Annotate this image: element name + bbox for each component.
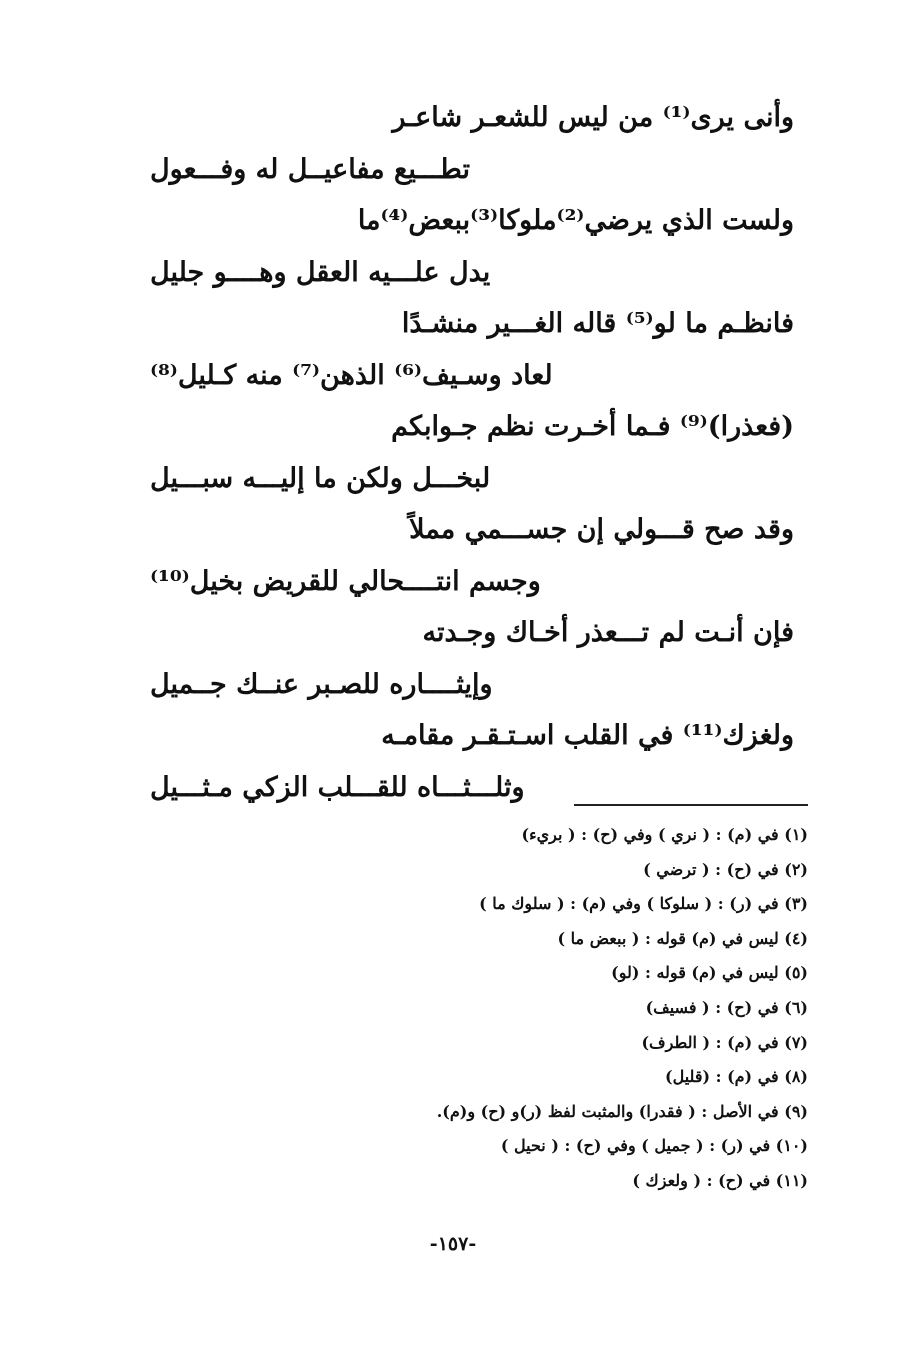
footnote: (١١) في (ح) : ( ولعزك ): [632, 1170, 808, 1190]
poem: [144, 92, 794, 813]
footnote: (٢) في (ح) : ( ترضي ): [643, 859, 808, 879]
verse-line: لبخـــل ولكن ما إليـــه سبـــيل: [150, 462, 491, 494]
footnote-divider: [574, 804, 808, 806]
verse-line: تطـــيع مفاعيــل له وفـــعول: [150, 153, 470, 185]
verse-line: لعاد وسـيف⁽⁶⁾ الذهن⁽⁷⁾ منه كـليل⁽⁸⁾: [150, 359, 553, 391]
verse-line: وجسم انتــــحالي للقريض بخيل⁽¹⁰⁾: [150, 565, 541, 597]
footnote: (٥) ليس في (م) قوله : (لو): [611, 963, 808, 983]
footnote: (١) في (م) : ( نري ) وفي (ح) : ( بريء): [521, 825, 808, 844]
verse-line: وثلـــثـــاه للقـــلب الزكي مـثـــيل: [150, 771, 525, 803]
footnote: (٩) في الأصل : ( فقدرا) والمثبت لفظ (ر)و (ح) و(م).: [436, 1101, 808, 1121]
verse-line: ولست الذي يرضي⁽²⁾ملوكا⁽³⁾ببعض⁽⁴⁾ما: [357, 205, 794, 236]
verse-line: فانظـم ما لو⁽⁵⁾ قاله الغـــير منشـدًا: [401, 308, 794, 339]
verse-line: ولغزك⁽¹¹⁾ في القلب اسـتـقـر مقامـه: [381, 720, 794, 751]
verse-line: وأنى يرى⁽¹⁾ من ليس للشعـر شاعـر: [392, 102, 794, 133]
footnote: (٧) في (م) : ( الطرف): [641, 1032, 808, 1052]
footnotes: [168, 818, 808, 1199]
footnote: (٦) في (ح) : ( فسيف): [645, 997, 808, 1017]
verse-line: فإن أنـت لم تـــعذر أخـاك وجـدته: [422, 617, 794, 648]
verse-line: يدل علـــيه العقل وهــــو جليل: [150, 256, 491, 288]
page-number: -١٥٧-: [429, 1233, 477, 1255]
footnote: (٨) في (م) : (قليل): [665, 1067, 808, 1087]
footnote: (٤) ليس في (م) قوله : ( ببعض ما ): [557, 928, 808, 948]
footnote: (٣) في (ر) : ( سلوكا ) وفي (م) : ( سلوك ما ): [479, 894, 808, 914]
verse-line: وقد صح قـــولي إن جســـمي مملاً: [409, 514, 794, 545]
verse-line: وإيثــــاره للصـبر عنــك جــميل: [150, 668, 493, 700]
footnote: (١٠) في (ر) : ( جميل ) وفي (ح) : ( نحيل ): [500, 1136, 808, 1156]
verse-line: (فعذرا)⁽⁹⁾ فـما أخـرت نظم جـوابكم: [391, 411, 794, 442]
